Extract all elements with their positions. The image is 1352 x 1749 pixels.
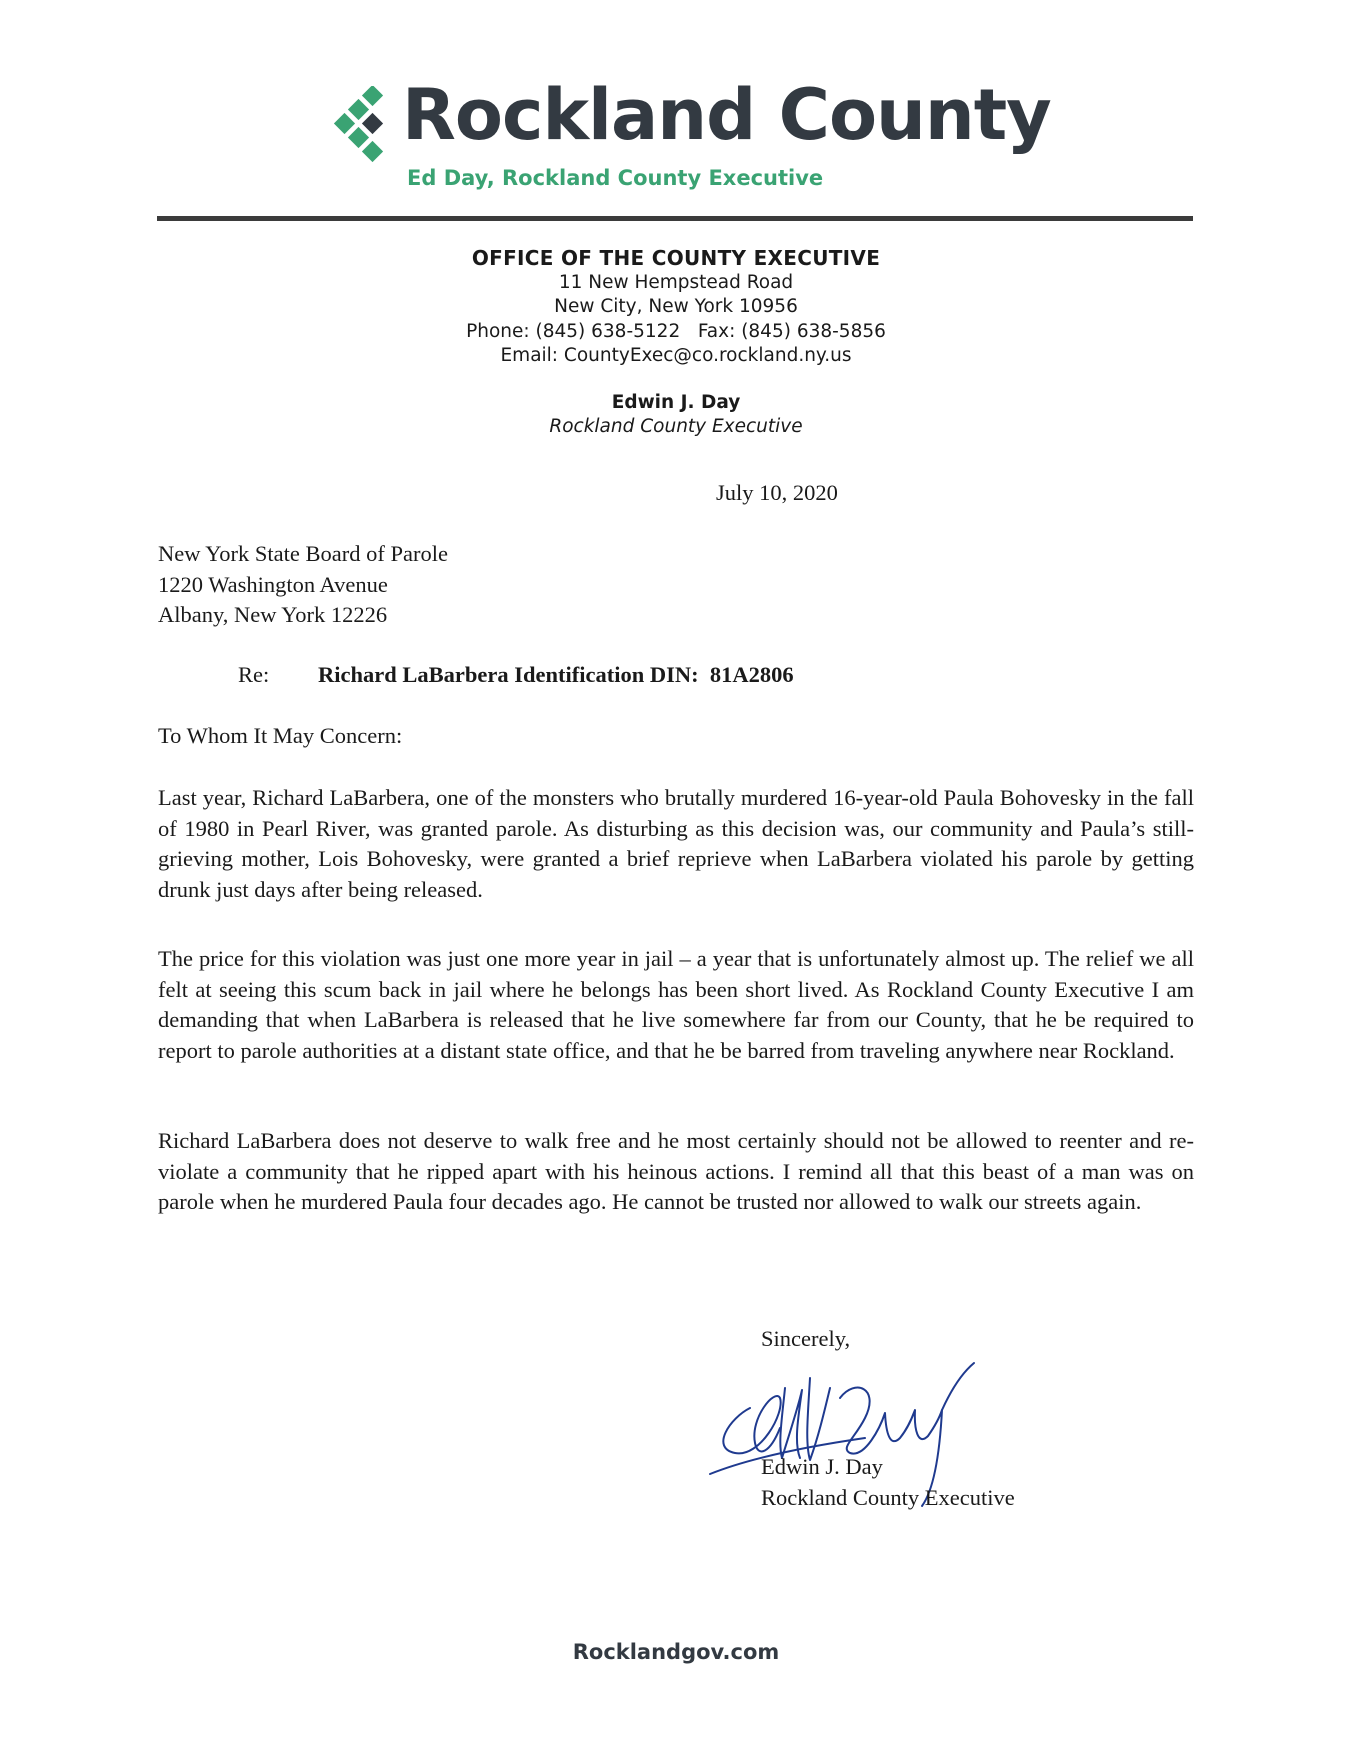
signer-title: Rockland County Executive <box>761 1485 1015 1510</box>
recipient-line: New York State Board of Parole <box>158 541 448 566</box>
office-executive-name: Edwin J. Day <box>611 391 741 413</box>
salutation: To Whom It May Concern: <box>158 723 403 748</box>
office-title: OFFICE OF THE COUNTY EXECUTIVE <box>471 246 881 270</box>
brand-tagline: Ed Day, Rockland County Executive <box>407 166 824 190</box>
office-email: Email: CountyExec@co.rockland.ny.us <box>500 345 852 366</box>
diamond-cluster-icon <box>332 86 402 178</box>
subject-text: Richard LaBarbera Identification DIN: 81A2806 <box>318 662 794 687</box>
closing: Sincerely, <box>761 1326 851 1351</box>
county-logo <box>332 74 1051 196</box>
subject-label: Re: <box>238 662 270 687</box>
office-address-line2: New City, New York 10956 <box>554 296 798 317</box>
recipient-line: 1220 Washington Avenue <box>158 571 388 597</box>
letter-date: July 10, 2020 <box>716 480 838 505</box>
recipient-line: Albany, New York 12226 <box>158 602 388 627</box>
body-paragraph: Richard LaBarbera does not deserve to walk free and he most certainly should not be allowed to reenter and re-violate a community that he ripped apart with his heinous actions. I remind all that this beast of a man was on parole when he murdered Paula four decades ago. He cannot be trusted nor allowed to walk our streets again. <box>158 1128 1194 1214</box>
recipient-address <box>158 539 448 631</box>
subject-line <box>238 662 794 688</box>
footer-website: Rocklandgov.com <box>572 1640 780 1664</box>
office-phone-fax: Phone: (845) 638-5122 Fax: (845) 638-5856 <box>466 320 886 342</box>
office-executive-role: Rockland County Executive <box>549 416 803 437</box>
brand-name: Rockland County <box>402 74 1051 156</box>
body-paragraph: The price for this violation was just one more year in jail – a year that is unfortunately almost up. The relief we all felt at seeing this scum back in jail where he belongs has been short lived. As Rockland County Executive I am demanding that when LaBarbera is released that he live somewhere far from our County, that he be required to report to parole authorities at a distant state office, and that he be barred from traveling anywhere near Rockland. <box>158 946 1194 1063</box>
office-block <box>0 246 1352 440</box>
office-address-line1: 11 New Hempstead Road <box>558 271 794 293</box>
body-paragraph: Last year, Richard LaBarbera, one of the monsters who brutally murdered 16-year-old Paula Bohovesky in the fall of 1980 in Pearl River, was granted parole. As disturbing as this decision was, our community and Paula’s still-grieving mother, Lois Bohovesky, were granted a brief reprieve when LaBarbera violated his parole by getting drunk just days after being released. <box>158 785 1194 902</box>
signer-block <box>761 1451 1015 1513</box>
header-divider <box>157 216 1193 221</box>
signer-name: Edwin J. Day <box>761 1454 883 1479</box>
